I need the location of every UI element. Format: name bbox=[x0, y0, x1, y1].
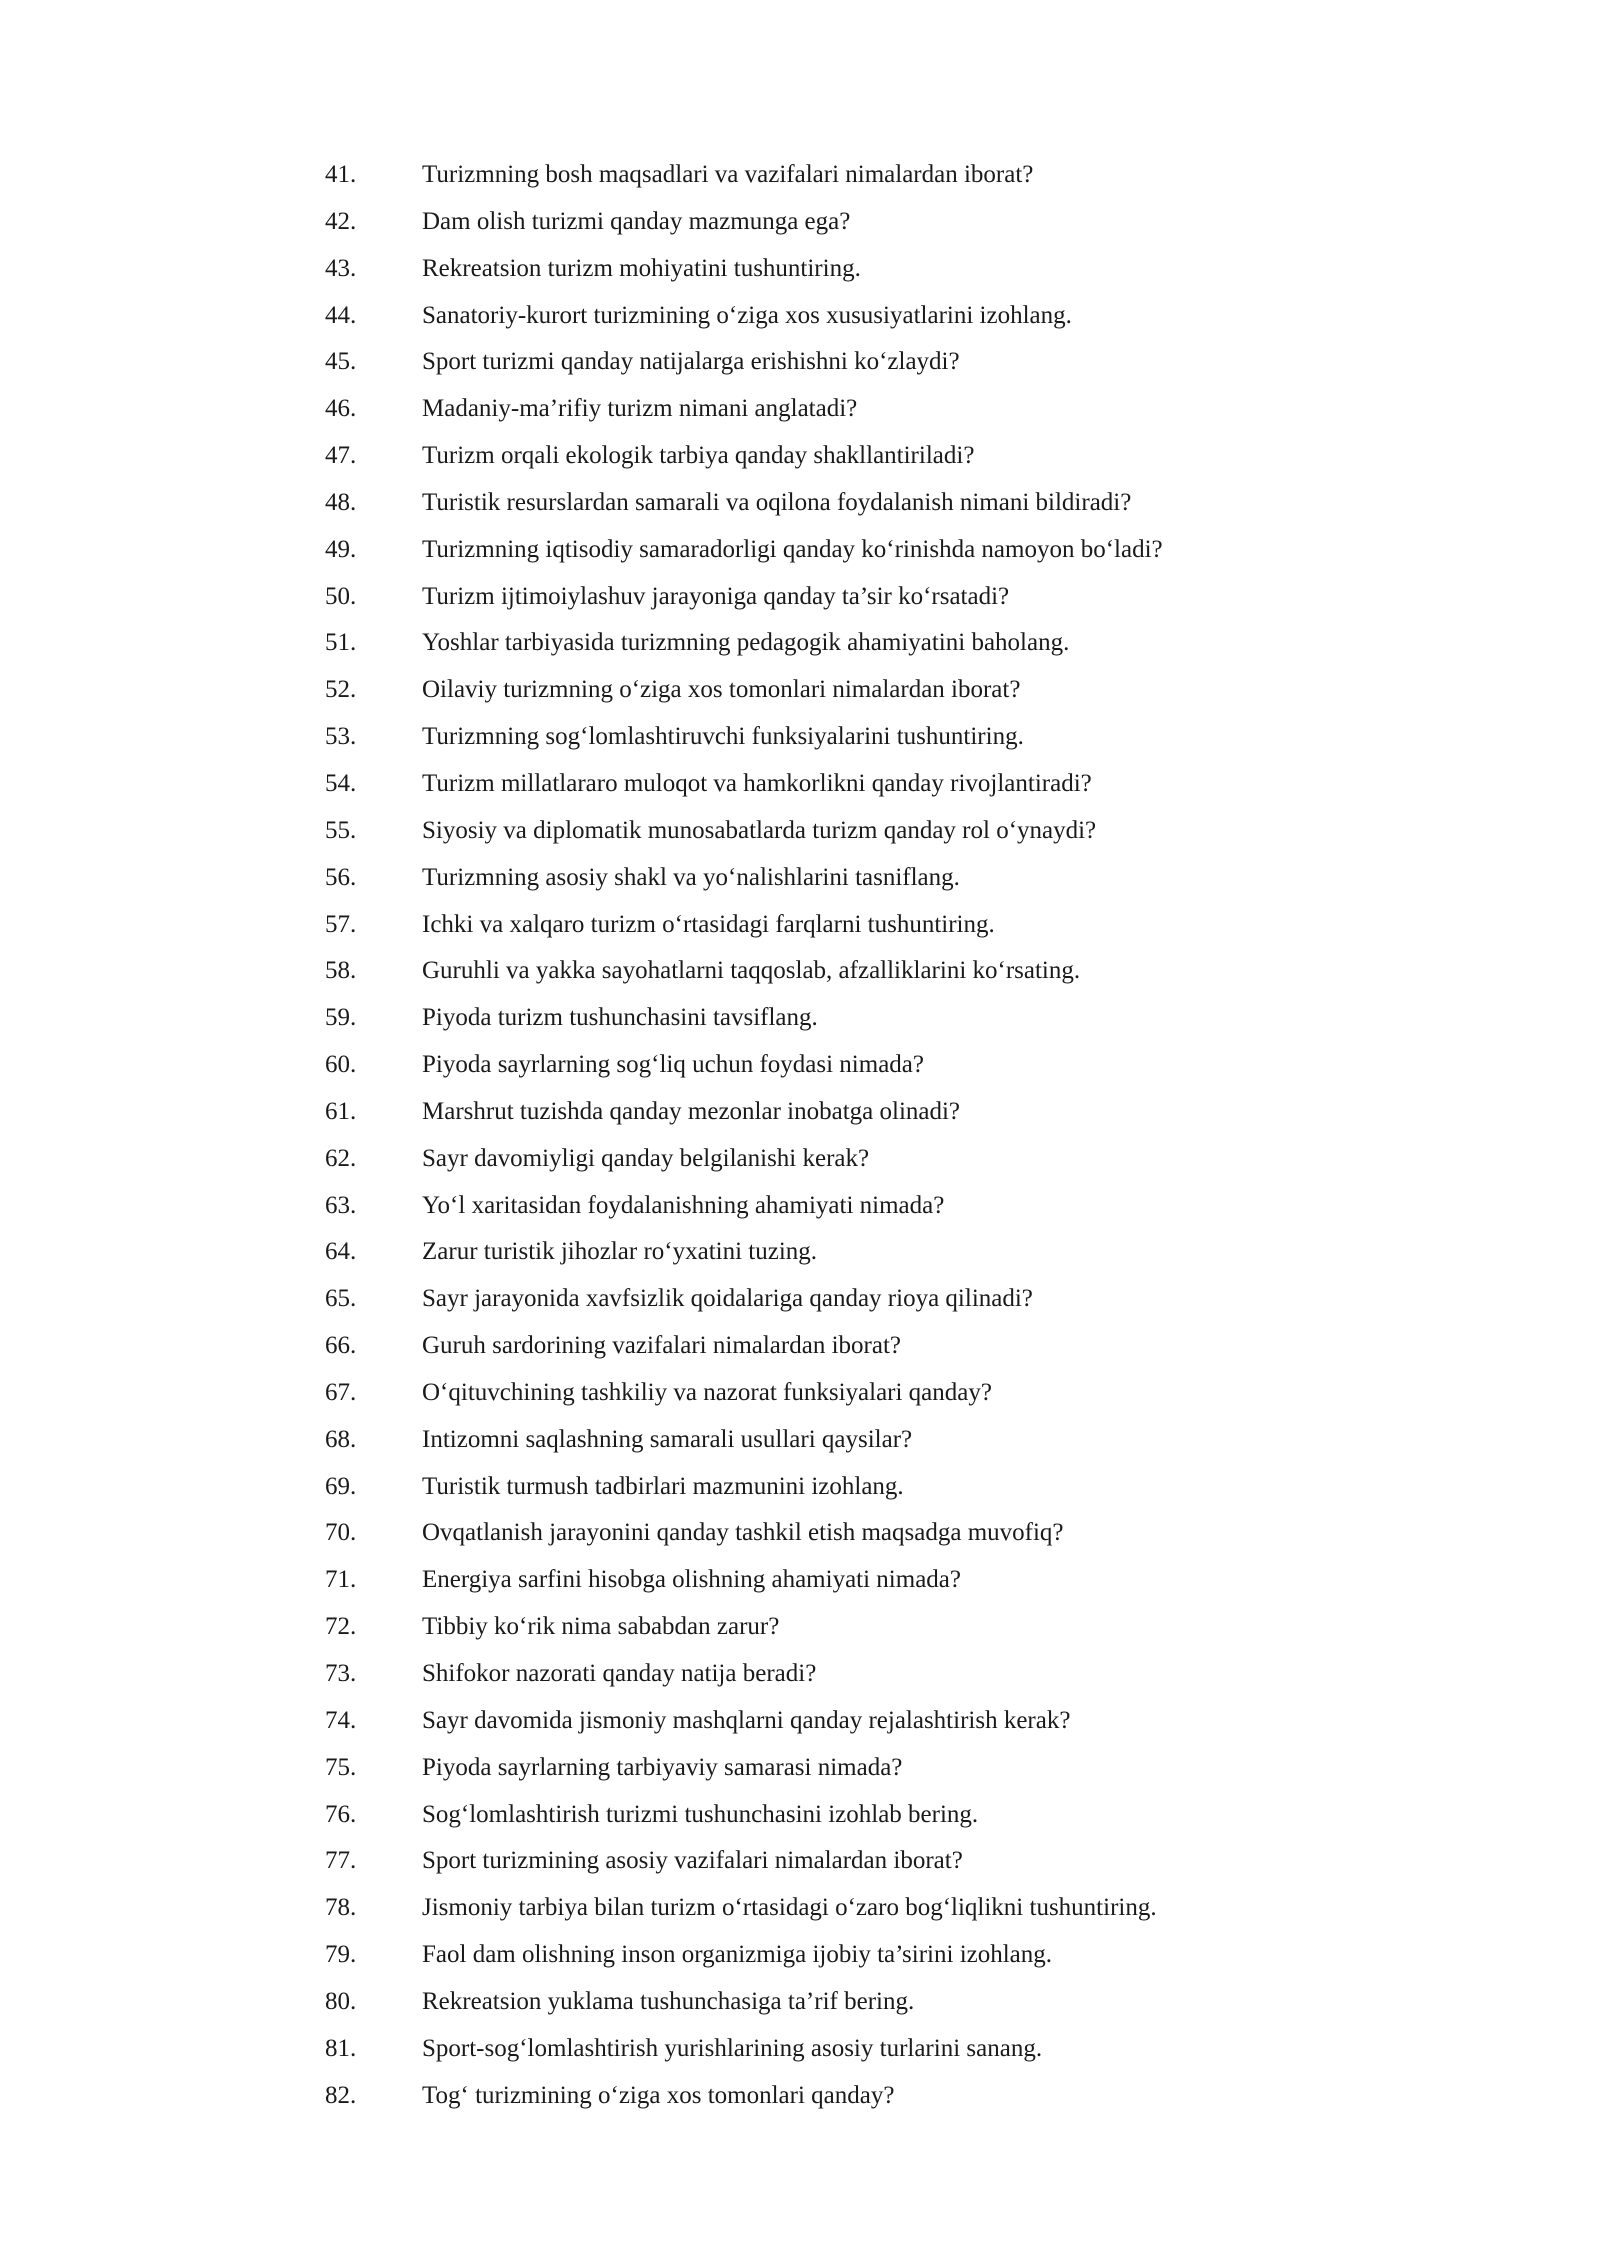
question-number: 80. bbox=[325, 1987, 357, 2015]
list-item bbox=[325, 1276, 1325, 1323]
question-text: Piyoda sayrlarning tarbiyaviy samarasi nimada? bbox=[422, 1753, 903, 1781]
question-number: 77. bbox=[325, 1847, 357, 1875]
question-text: Turizm millatlararo muloqot va hamkorlikni qanday rivojlantiradi? bbox=[422, 769, 1092, 797]
list-item bbox=[325, 667, 1325, 714]
question-text: Guruh sardorining vazifalari nimalardan iborat? bbox=[422, 1332, 901, 1360]
question-number: 79. bbox=[325, 1941, 357, 1969]
question-text: Sayr jarayonida xavfsizlik qoidalariga qanday rioya qilinadi? bbox=[422, 1285, 1033, 1313]
question-text: Sport turizmining asosiy vazifalari nimalardan iborat? bbox=[422, 1847, 963, 1875]
question-text: Sog‘lomlashtirish turizmi tushunchasini izohlab bering. bbox=[422, 1800, 979, 1828]
question-text: Yoshlar tarbiyasida turizmning pedagogik ahamiyatini baholang. bbox=[422, 629, 1070, 657]
question-text: Tog‘ turizmining o‘ziga xos tomonlari qanday? bbox=[422, 2081, 895, 2109]
question-text: Tibbiy ko‘rik nima sababdan zarur? bbox=[422, 1613, 780, 1641]
list-item bbox=[325, 1979, 1325, 2026]
question-number: 51. bbox=[325, 629, 357, 657]
question-text: Sport turizmi qanday natijalarga erishishni ko‘zlaydi? bbox=[422, 348, 960, 376]
question-text: Turistik turmush tadbirlari mazmunini izohlang. bbox=[422, 1472, 904, 1500]
question-number: 66. bbox=[325, 1332, 357, 1360]
question-text: Sayr davomida jismoniy mashqlarni qanday rejalashtirish kerak? bbox=[422, 1706, 1071, 1734]
question-number: 47. bbox=[325, 442, 357, 470]
question-text: Intizomni saqlashning samarali usullari qaysilar? bbox=[422, 1425, 913, 1453]
question-text: Sanatoriy-kurort turizmining o‘ziga xos xususiyatlarini izohlang. bbox=[422, 301, 1072, 329]
question-text: Yo‘l xaritasidan foydalanishning ahamiyati nimada? bbox=[422, 1191, 945, 1219]
list-item bbox=[325, 1136, 1325, 1183]
list-item bbox=[325, 855, 1325, 902]
question-number: 46. bbox=[325, 395, 357, 423]
list-item bbox=[325, 620, 1325, 667]
question-text: Turizm orqali ekologik tarbiya qanday shakllantiriladi? bbox=[422, 442, 975, 470]
question-text: Turizmning iqtisodiy samaradorligi qanday ko‘rinishda namoyon bo‘ladi? bbox=[422, 535, 1163, 563]
question-text: Siyosiy va diplomatik munosabatlarda turizm qanday rol o‘ynaydi? bbox=[422, 816, 1097, 844]
question-number: 42. bbox=[325, 207, 357, 235]
question-number: 56. bbox=[325, 863, 357, 891]
list-item bbox=[325, 1370, 1325, 1417]
list-item bbox=[325, 714, 1325, 761]
question-number: 63. bbox=[325, 1191, 357, 1219]
question-number: 45. bbox=[325, 348, 357, 376]
question-number: 70. bbox=[325, 1519, 357, 1547]
list-item bbox=[325, 339, 1325, 386]
question-text: Shifokor nazorati qanday natija beradi? bbox=[422, 1660, 817, 1687]
question-text: Energiya sarfini hisobga olishning ahamiyati nimada? bbox=[422, 1566, 961, 1594]
question-text: Oilaviy turizmning o‘ziga xos tomonlari nimalardan iborat? bbox=[422, 676, 1021, 704]
question-number: 72. bbox=[325, 1613, 357, 1641]
list-item bbox=[325, 1792, 1325, 1839]
question-number: 64. bbox=[325, 1238, 357, 1266]
question-number: 44. bbox=[325, 301, 357, 329]
question-number: 60. bbox=[325, 1051, 357, 1079]
list-item bbox=[325, 199, 1325, 246]
question-number: 71. bbox=[325, 1566, 357, 1594]
question-number: 82. bbox=[325, 2081, 357, 2109]
list-item bbox=[325, 902, 1325, 949]
question-number: 54. bbox=[325, 769, 357, 797]
question-number: 43. bbox=[325, 254, 357, 282]
question-number: 59. bbox=[325, 1004, 357, 1032]
question-number: 41. bbox=[325, 161, 357, 188]
question-text: Sayr davomiyligi qanday belgilanishi kerak? bbox=[422, 1144, 870, 1172]
question-text: Turizmning asosiy shakl va yo‘nalishlarini tasniflang. bbox=[422, 863, 960, 891]
question-text: Zarur turistik jihozlar ro‘yxatini tuzing. bbox=[422, 1238, 818, 1266]
list-item bbox=[325, 1698, 1325, 1745]
question-text: Turizm ijtimoiylashuv jarayoniga qanday ta’sir ko‘rsatadi? bbox=[422, 582, 1010, 610]
list-item bbox=[325, 1885, 1325, 1932]
question-number: 62. bbox=[325, 1144, 357, 1172]
list-item bbox=[325, 1464, 1325, 1511]
list-item bbox=[325, 995, 1325, 1042]
list-item bbox=[325, 1510, 1325, 1557]
question-text: Rekreatsion yuklama tushunchasiga ta’rif bering. bbox=[422, 1987, 915, 2015]
question-number: 48. bbox=[325, 488, 357, 516]
question-number: 68. bbox=[325, 1425, 357, 1453]
question-number: 55. bbox=[325, 816, 357, 844]
question-text: O‘qituvchining tashkiliy va nazorat funksiyalari qanday? bbox=[422, 1378, 992, 1406]
question-text: Ovqatlanish jarayonini qanday tashkil etish maqsadga muvofiq? bbox=[422, 1519, 1064, 1547]
list-item bbox=[325, 1932, 1325, 1979]
list-item bbox=[325, 1604, 1325, 1651]
question-number: 76. bbox=[325, 1800, 357, 1828]
question-number: 50. bbox=[325, 582, 357, 610]
question-number: 75. bbox=[325, 1753, 357, 1781]
question-text: Sport-sog‘lomlashtirish yurishlarining asosiy turlarini sanang. bbox=[422, 2034, 1043, 2062]
question-number: 78. bbox=[325, 1894, 357, 1922]
list-item bbox=[325, 2026, 1325, 2073]
question-number: 81. bbox=[325, 2034, 357, 2062]
question-text: Rekreatsion turizm mohiyatini tushuntiring. bbox=[422, 254, 861, 282]
list-item bbox=[325, 293, 1325, 340]
question-number: 57. bbox=[325, 910, 357, 938]
list-item bbox=[325, 1042, 1325, 1089]
list-item bbox=[325, 1417, 1325, 1464]
question-number: 49. bbox=[325, 535, 357, 563]
list-item bbox=[325, 1838, 1325, 1885]
question-number: 61. bbox=[325, 1097, 357, 1125]
list-item bbox=[325, 480, 1325, 527]
question-text: Turizmning sog‘lomlashtiruvchi funksiyalarini tushuntiring. bbox=[422, 723, 1024, 751]
question-text: Guruhli va yakka sayohatlarni taqqoslab, afzalliklarini ko‘rsating. bbox=[422, 957, 1081, 985]
list-item bbox=[325, 1557, 1325, 1604]
question-text: Marshrut tuzishda qanday mezonlar inobatga olinadi? bbox=[422, 1097, 961, 1125]
list-item bbox=[325, 152, 1325, 199]
question-number: 67. bbox=[325, 1378, 357, 1406]
question-text: Dam olish turizmi qanday mazmunga ega? bbox=[422, 207, 851, 235]
question-text: Ichki va xalqaro turizm o‘rtasidagi farqlarni tushuntiring. bbox=[422, 910, 995, 938]
list-item bbox=[325, 246, 1325, 293]
question-number: 53. bbox=[325, 723, 357, 751]
question-text: Faol dam olishning inson organizmiga ijobiy ta’sirini izohlang. bbox=[422, 1941, 1053, 1969]
question-text: Turizmning bosh maqsadlari va vazifalari nimalardan iborat? bbox=[422, 161, 1034, 188]
question-text: Jismoniy tarbiya bilan turizm o‘rtasidagi o‘zaro bog‘liqlikni tushuntiring. bbox=[422, 1894, 1157, 1922]
list-item bbox=[325, 948, 1325, 995]
question-number: 52. bbox=[325, 676, 357, 704]
list-item bbox=[325, 433, 1325, 480]
list-item bbox=[325, 761, 1325, 808]
question-list bbox=[325, 152, 1325, 2119]
list-item bbox=[325, 1651, 1325, 1698]
list-item bbox=[325, 527, 1325, 574]
list-item bbox=[325, 1089, 1325, 1136]
list-item bbox=[325, 1229, 1325, 1276]
question-number: 65. bbox=[325, 1285, 357, 1313]
list-item bbox=[325, 2073, 1325, 2120]
question-number: 69. bbox=[325, 1472, 357, 1500]
question-text: Piyoda turizm tushunchasini tavsiflang. bbox=[422, 1004, 818, 1032]
question-number: 58. bbox=[325, 957, 357, 985]
question-text: Madaniy-ma’rifiy turizm nimani anglatadi? bbox=[422, 395, 858, 423]
list-item bbox=[325, 808, 1325, 855]
list-item bbox=[325, 1323, 1325, 1370]
question-number: 74. bbox=[325, 1706, 357, 1734]
question-text: Piyoda sayrlarning sog‘liq uchun foydasi nimada? bbox=[422, 1051, 924, 1079]
question-number: 73. bbox=[325, 1660, 357, 1687]
list-item bbox=[325, 386, 1325, 433]
list-item bbox=[325, 1745, 1325, 1792]
question-text: Turistik resurslardan samarali va oqilona foydalanish nimani bildiradi? bbox=[422, 488, 1132, 516]
list-item bbox=[325, 574, 1325, 621]
list-item bbox=[325, 1183, 1325, 1230]
